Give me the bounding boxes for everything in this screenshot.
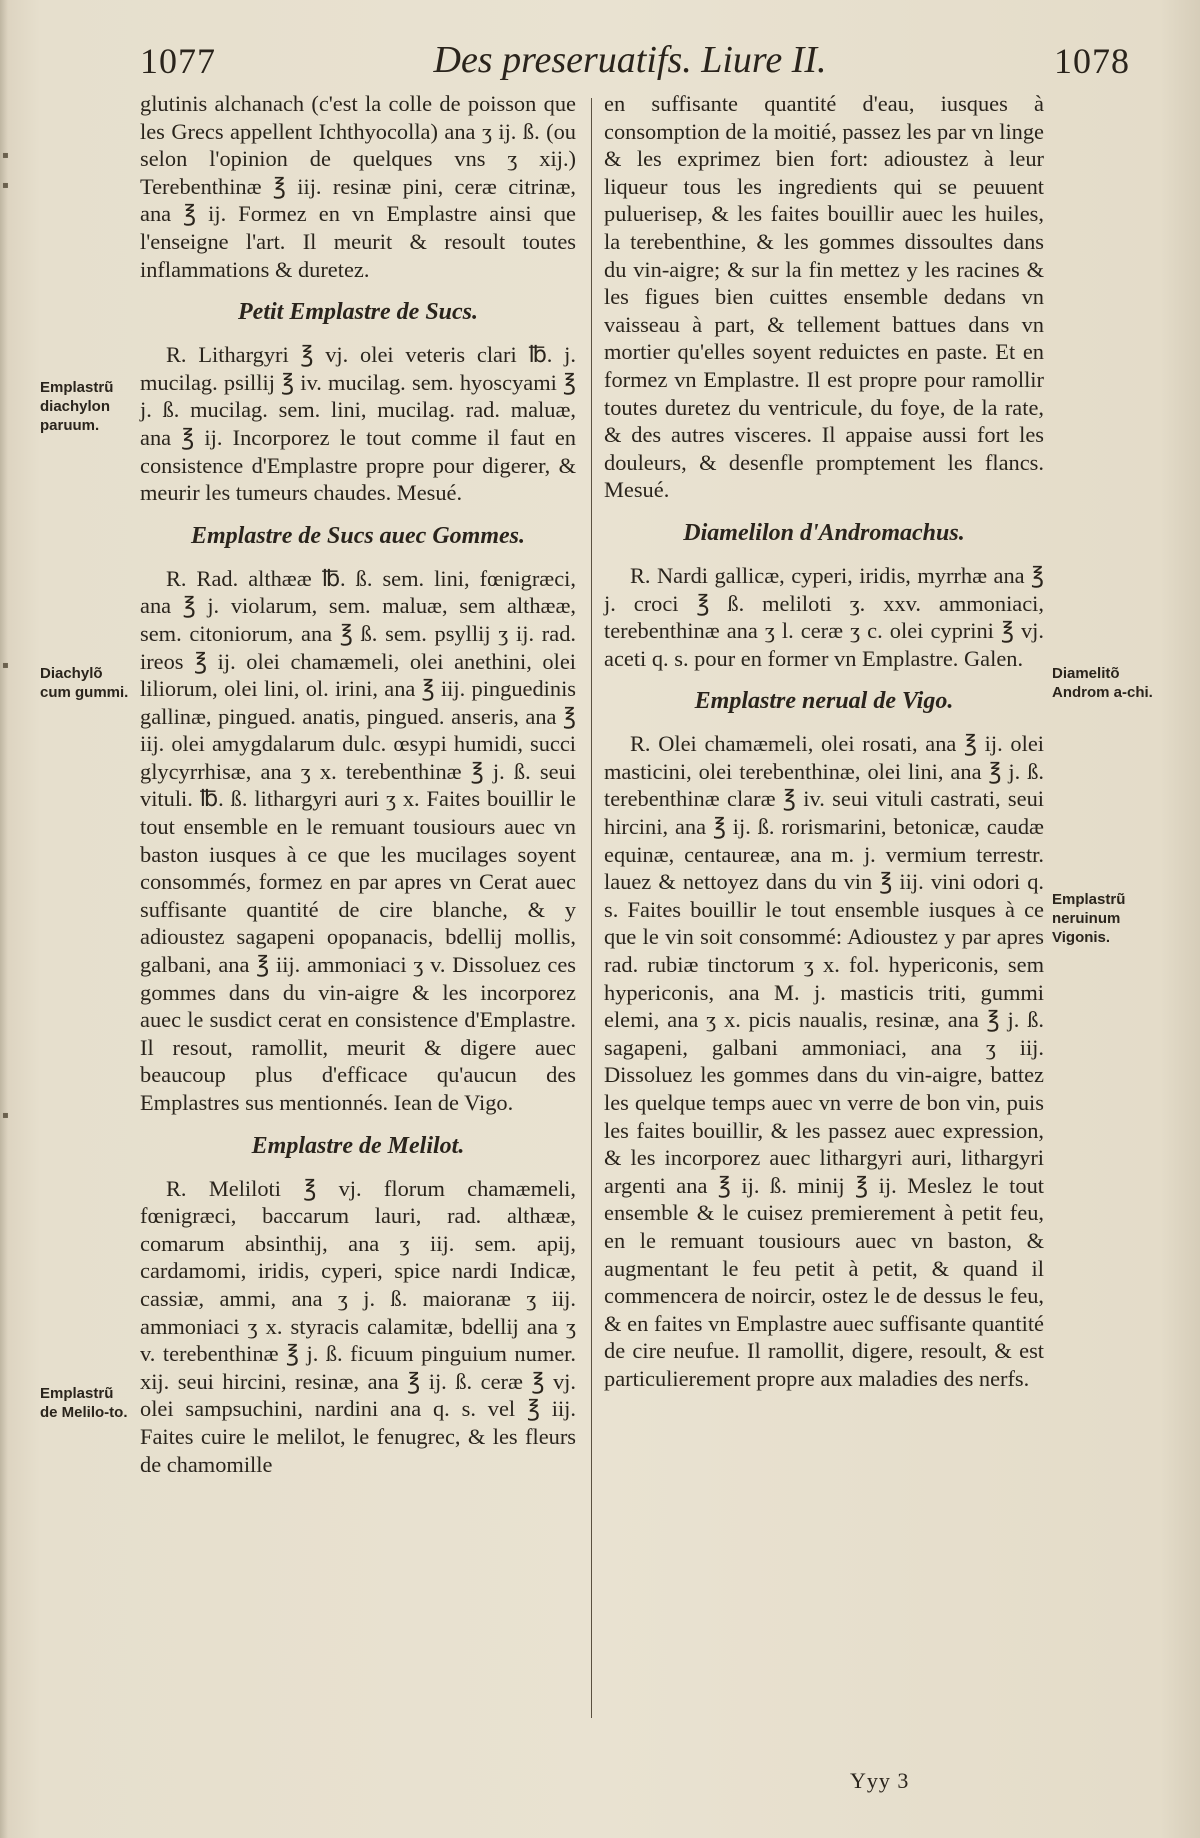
- bleed-through-mark: ▪: [2, 180, 9, 191]
- margin-note-diamelilon: Diamelitõ Androm a-chi.: [1052, 665, 1153, 701]
- right-page-number: 1078: [1054, 41, 1130, 81]
- margin-note-neruinum: Emplastrũ neruinum Vigonis.: [1052, 891, 1126, 946]
- section-heading: Diamelilon d'Andromachus.: [683, 519, 965, 546]
- paragraph: R. Nardi gallicæ, cyperi, iridis, myrrhæ ana ℥ j. croci ℥ ß. meliloti ʒ. xxv. ammoniaci, terebenthinæ ana ʒ l. ceræ ʒ c. olei cyprini ℥ vj. aceti q. s. pour en former vn Emplastre. Galen.: [604, 562, 1044, 671]
- paragraph: R. Lithargyri ℥ vj. olei veteris clari ℔. j. mucilag. psillij ℥ iv. mucilag. sem. hyoscyami ℥ j. ß. mucilag. sem. lini, mucilag. rad. maluæ, ana ℥ ij. Incorporez le tout comme il faut en consistence d'Emplastre propre pour digerer, & meurir les tumeurs chaudes. Mesué.: [140, 342, 576, 506]
- column-divider: [591, 98, 592, 1718]
- paragraph: glutinis alchanach (c'est la colle de poisson que les Grecs appellent Ichthyocolla) ana ʒ ij. ß. (ou selon l'opinion de quelques vns ʒ xij.) Terebenthinæ ℥ iij. resinæ pini, ceræ citrinæ, ana ℥ ij. Formez en vn Emplastre ainsi que l'enseigne l'art. Il meurit & resoult toutes inflammations & duretez.: [140, 91, 576, 282]
- section-heading: Petit Emplastre de Sucs.: [238, 299, 478, 326]
- margin-note-melilot: Emplastrũ de Melilo-to.: [40, 1385, 128, 1421]
- paragraph: R. Meliloti ℥ vj. florum chamæmeli, fœnigræci, baccarum lauri, rad. althææ, comarum absinthij, ana ʒ iij. sem. apij, cardamomi, iridis, cyperi, spice nardi Indicæ, cassiæ, ammi, ana ʒ j. ß. maioranæ ʒ iij. ammoniaci ʒ x. styracis calamitæ, bdellij ana ʒ v. terebenthinæ ℥ j. ß. ficuum pinguium numer. xij. seui hircini, resinæ, ana ℥ ij. ß. ceræ ℥ vj. olei sampsuchini, nardini ana q. s. vel ℥ iij. Faites cuire le melilot, le fenugrec, & les fleurs de chamomille: [140, 1175, 576, 1477]
- paragraph: en suffisante quantité d'eau, iusques à consomption de la moitié, passez les par vn linge & les exprimez bien fort: adioustez à leur liqueur tous les ingredients qui se peuuent puluerisер, & les faites bouillir auec les huiles, la terebenthine, & les gommes dissoultes dans du vin-aigre; & sur la fin mettez y les racines & les figues bien cuittes ensemble dedans vn vaisseau à part, & tellement battues dans vn mortier qu'elles soyent reduictes en paste. Et en formez vn Emplastre. Il est propre pour ramollir toutes duretez du ventricule, du foye, de la rate, & des autres visceres. Il appaise aussi fort les douleurs, & desenfle promptement les flancs. Mesué.: [604, 91, 1044, 503]
- section-heading: Emplastre de Sucs auec Gommes.: [191, 522, 525, 549]
- section-heading: Emplastre nerual de Vigo.: [694, 688, 954, 715]
- bleed-through-mark: ▪: [2, 1110, 9, 1121]
- left-column: [140, 90, 576, 1478]
- page-header: [130, 40, 1130, 90]
- signature-mark: Yyy 3: [850, 1768, 910, 1793]
- section-heading: Emplastre de Melilot.: [251, 1132, 465, 1159]
- running-title: Des preseruatifs. Liure II.: [433, 39, 827, 81]
- paragraph: R. Olei chamæmeli, olei rosati, ana ℥ ij. olei masticini, olei terebenthinæ, olei lini, ana ℥ j. ß. terebenthinæ claræ ℥ iv. seui vituli castrati, seui hircini, ana ℥ ij. ß. rorismarini, betonicæ, caudæ equinæ, centaureæ, ana m. j. vermium terrestr. lauez & nettoyez dans du vin ℥ iij. vini odori q. s. Faites bouillir le tout ensemble iusques à ce que le vin soit consommé: Adioustez y par apres rad. rubiæ tinctorum ʒ x. fol. hypericonis, sem hypericonis, ana M. j. masticis triti, gummi elemi, ana ʒ x. picis naualis, resinæ, ana ℥ j. ß. sagapeni, galbani ammoniaci, ana ʒ iij. Dissoluez les gommes dans du vin-aigre, battez les quelque temps auec vn verre de bon vin, puis les faites bouillir, & les passez auec expression, & les incorporez auec lithargyri auri, lithargyri argenti ana ℥ ij. ß. minij ℥ ij. Meslez le tout ensemble & le cuisez premierement à petit feu, en le remuant tousiours auec vn baston, & augmentant le feu petit à petit, & quand il commencera de noircir, ostez le de dessus le feu, & en faites vn Emplastre auec suffisante quantité de cire neufue. Il ramollit, digere, resoult, & est particulierement propre aux maladies des nerfs.: [604, 731, 1044, 1391]
- left-page-number: 1077: [140, 41, 216, 81]
- margin-note-diachylon-paruum: Emplastrũ diachylon paruum.: [40, 379, 114, 434]
- bleed-through-mark: ▪: [2, 660, 9, 671]
- right-column: [604, 90, 1044, 1393]
- margin-note-diachylon-gummi: Diachylõ cum gummi.: [40, 665, 129, 701]
- bleed-through-mark: ▪: [2, 150, 9, 161]
- paragraph: R. Rad. althææ ℔. ß. sem. lini, fœnigræci, ana ℥ j. violarum, sem. maluæ, sem althææ, sem. citoniorum, ana ℥ ß. sem. psyllij ʒ ij. rad. ireos ℥ ij. olei chamæmeli, olei anethini, olei liliorum, olei lini, ol. irini, ana ℥ iij. pinguedinis gallinæ, pingued. anatis, pingued. anseris, ana ℥ iij. olei amygdalarum dulc. œsypi humidi, succi glycyrrhisæ, ana ʒ x. terebenthinæ ℥ j. ß. seui vituli. ℔. ß. lithargyri auri ʒ x. Faites bouillir le tout ensemble en le remuant tousiours auec vn baston iusques à ce que les mucilages soyent consommés, formez en par apres vn Cerat auec suffisante quantité de cire blanche, & y adioustez sagapeni opopanacis, bdellij mollis, galbani, ana ℥ iij. ammoniaci ʒ v. Dissoluez ces gommes dans du vin-aigre & les incorporez auec le susdict cerat en consistence d'Emplastre. Il resout, ramollit, meurit & digere auec beaucoup plus d'efficace qu'aucun des Emplastres sus mentionnés. Iean de Vigo.: [140, 565, 576, 1115]
